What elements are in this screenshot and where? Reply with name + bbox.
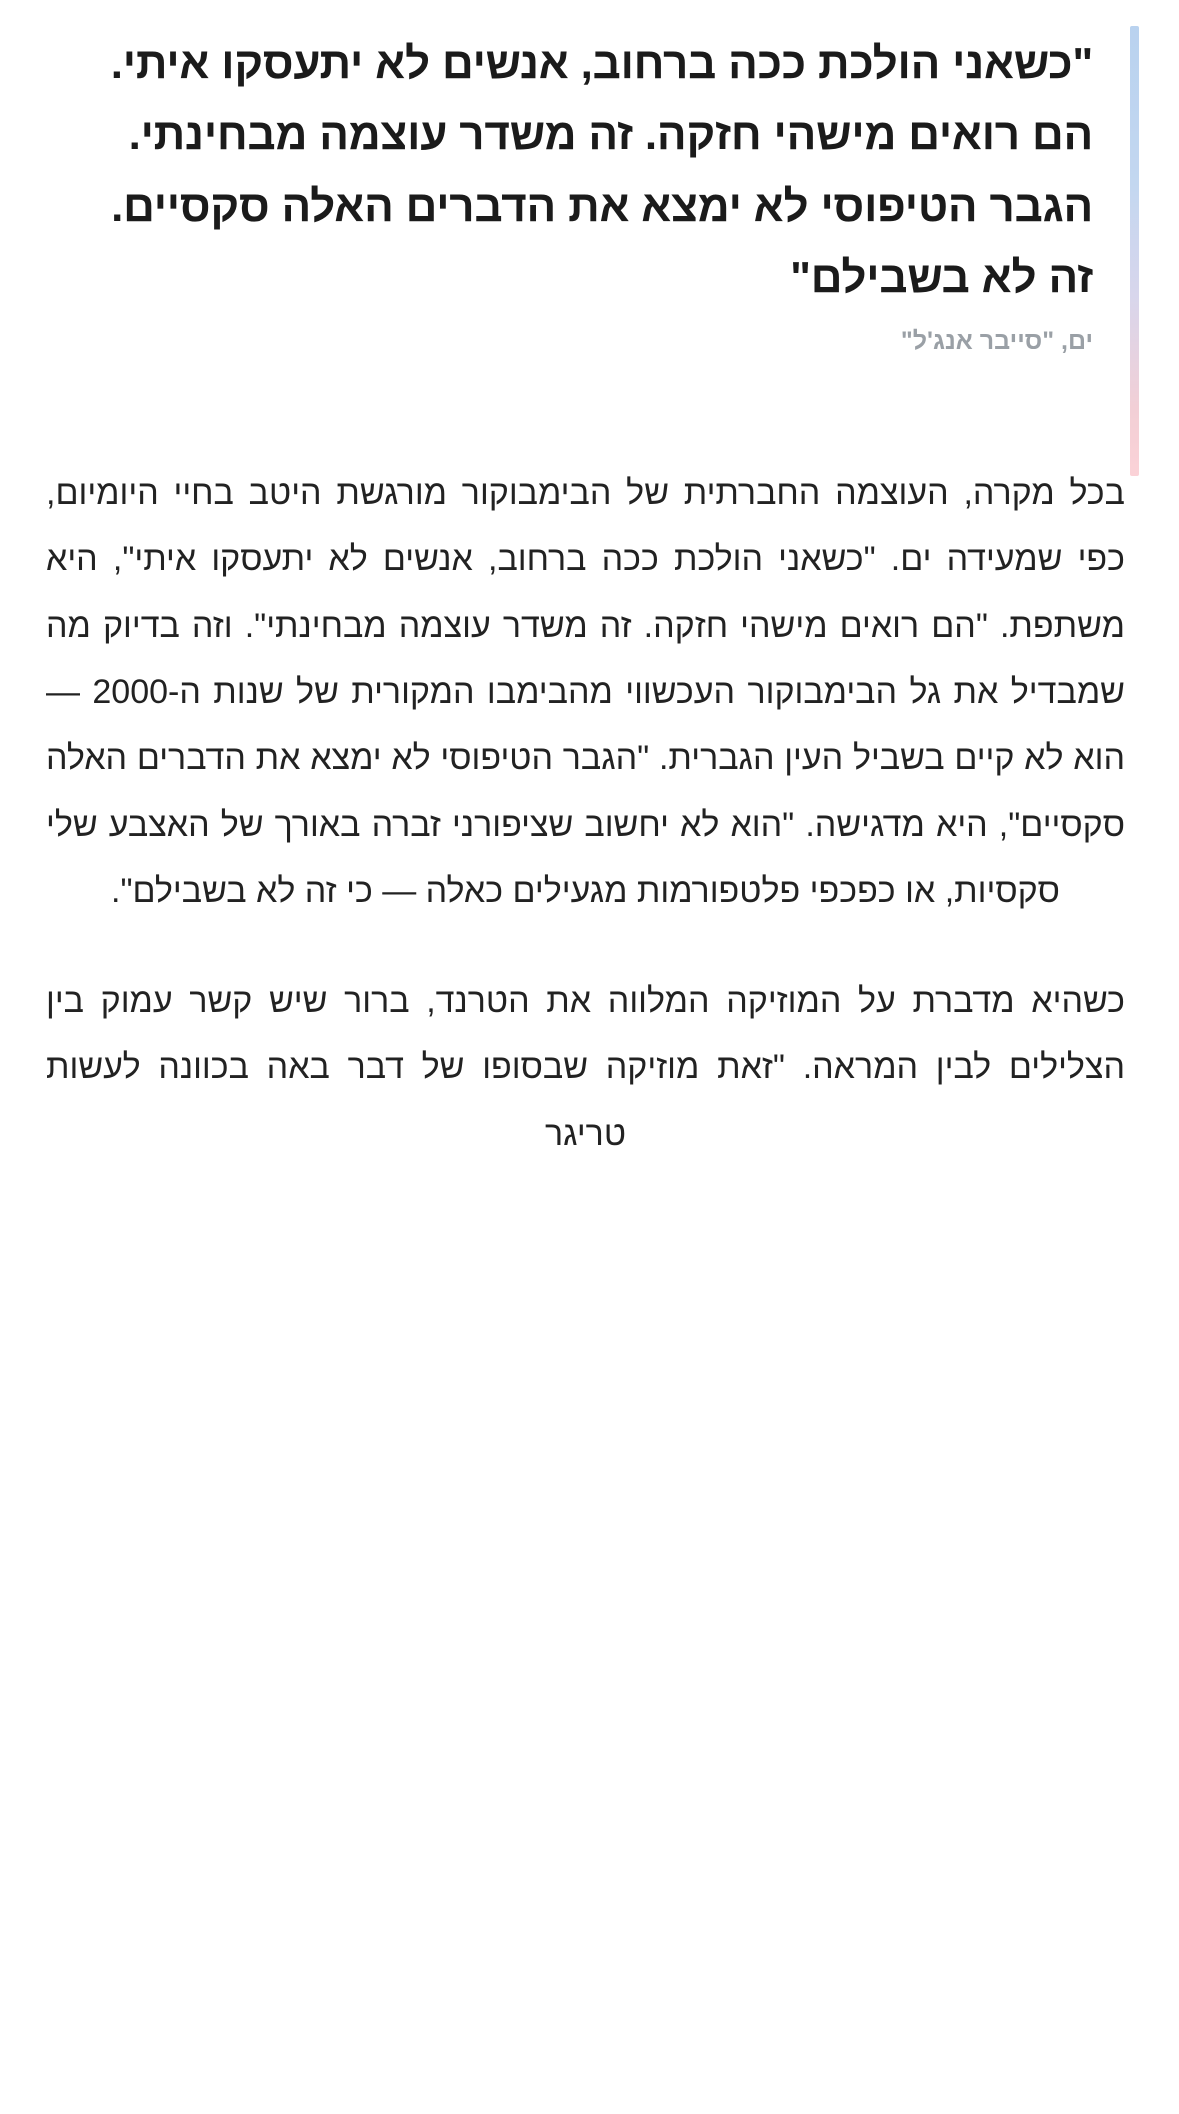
article-page — [0, 18, 1179, 1167]
article-body — [40, 460, 1139, 1167]
pull-quote-text: "כשאני הולכת ככה ברחוב, אנשים לא יתעסקו איתי. הם רואים מישהי חזקה. זה משדר עוצמה מבחינתי. הגבר הטיפוסי לא ימצא את הדברים האלה סקסיים. זה לא בשבילם" — [110, 39, 1093, 302]
gradient-accent-bar — [1130, 26, 1139, 476]
article-paragraph: כשהיא מדברת על המוזיקה המלווה את הטרנד, ברור שיש קשר עמוק בין הצלילים לבין המראה. "זאת מוזיקה שבסופו של דבר באה בכוונה לעשות טריגר — [46, 982, 1125, 1153]
pull-quote-block — [40, 18, 1139, 386]
article-paragraph: בכל מקרה, העוצמה החברתית של הבימבוקור מורגשת היטב בחיי היומיום, כפי שמעידה ים. "כשאני הולכת ככה ברחוב, אנשים לא יתעסקו איתי", היא משתפת. "הם רואים מישהי חזקה. זה משדר עוצמה מבחינתי". וזה בדיוק מה שמבדיל את גל הבימבוקור העכשווי מהבימבו המקורית של שנות ה-2000 — הוא לא קיים בשביל העין הגברית. "הגבר הטיפוסי לא ימצא את הדברים האלה סקסיים", היא מדגישה. "הוא לא יחשוב שציפורני זברה באורך של האצבע שלי סקסיות, או כפכפי פלטפורמות מגעילים כאלה — כי זה לא בשבילם". — [46, 474, 1125, 910]
pull-quote-attribution: ים, "סייבר אנג'ל" — [900, 327, 1093, 356]
